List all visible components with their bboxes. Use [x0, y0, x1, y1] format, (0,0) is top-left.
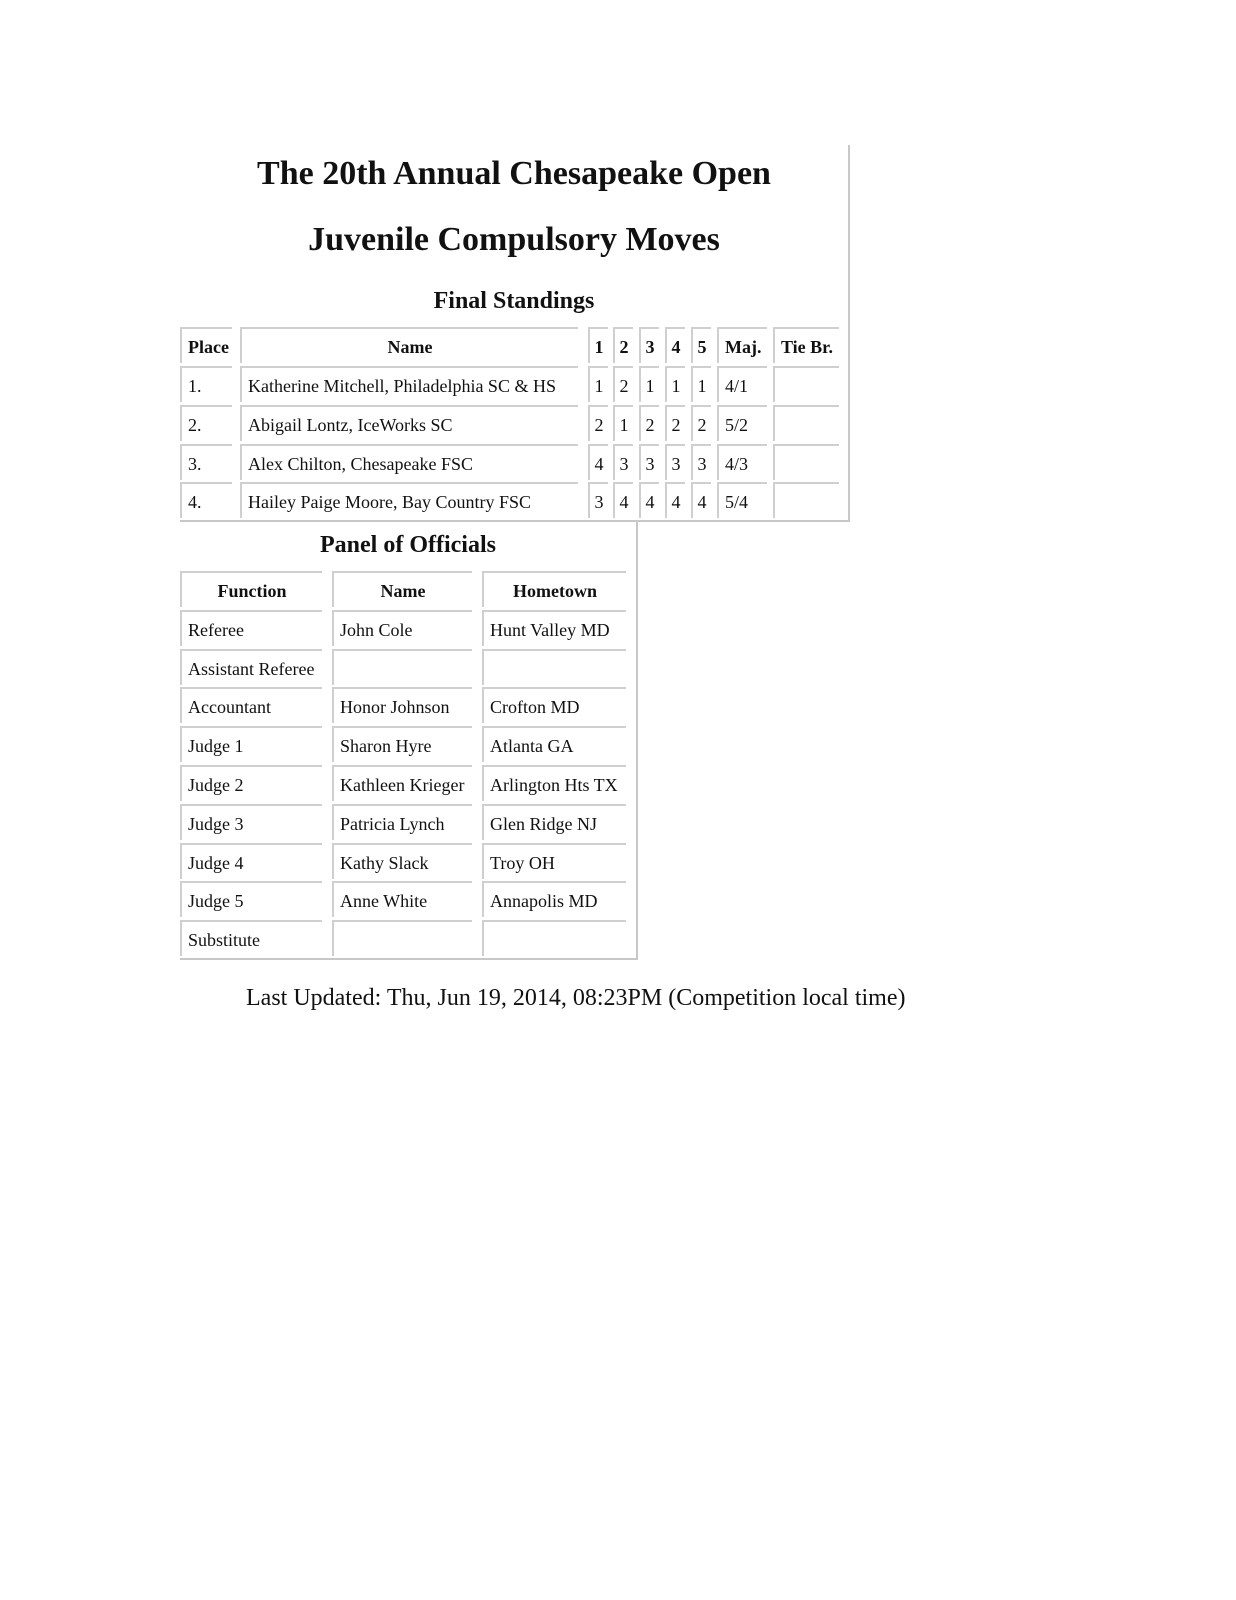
- officials-cell-hometown: Atlanta GA: [482, 726, 626, 762]
- standings-cell-j4: 1: [665, 366, 685, 402]
- standings-cell-tie: [773, 444, 839, 480]
- officials-cell-function: Judge 3: [180, 804, 322, 840]
- officials-cell-name: Kathy Slack: [332, 843, 472, 879]
- standings-cell-j3: 4: [639, 482, 659, 518]
- standings-cell-j3: 1: [639, 366, 659, 402]
- standings-cell-j1: 1: [588, 366, 608, 402]
- standings-header-j3: 3: [639, 327, 659, 363]
- standings-cell-name: Alex Chilton, Chesapeake FSC: [240, 444, 578, 480]
- standings-cell-j1: 2: [588, 405, 608, 441]
- officials-heading: Panel of Officials: [320, 532, 496, 558]
- officials-cell-name: Kathleen Krieger: [332, 765, 472, 801]
- officials-cell-function: Judge 1: [180, 726, 322, 762]
- officials-cell-function: Assistant Referee: [180, 649, 322, 685]
- officials-header-function: Function: [180, 571, 322, 607]
- officials-cell-function: Judge 5: [180, 881, 322, 917]
- officials-cell-function: Accountant: [180, 687, 322, 723]
- officials-header-hometown: Hometown: [482, 571, 626, 607]
- standings-header-place: Place: [180, 327, 232, 363]
- standings-header-j2: 2: [613, 327, 633, 363]
- standings-cell-j4: 2: [665, 405, 685, 441]
- event-subtitle: Juvenile Compulsory Moves: [308, 221, 720, 258]
- standings-cell-name: Hailey Paige Moore, Bay Country FSC: [240, 482, 578, 518]
- event-title: The 20th Annual Chesapeake Open: [257, 155, 771, 192]
- last-updated: Last Updated: Thu, Jun 19, 2014, 08:23PM (Competition local time): [246, 985, 906, 1011]
- officials-cell-hometown: Hunt Valley MD: [482, 610, 626, 646]
- standings-cell-j2: 4: [613, 482, 633, 518]
- standings-cell-j3: 2: [639, 405, 659, 441]
- standings-cell-place: 1.: [180, 366, 232, 402]
- officials-header-name: Name: [332, 571, 472, 607]
- standings-header-name: Name: [240, 327, 578, 363]
- officials-cell-name: [332, 920, 472, 956]
- officials-cell-hometown: Annapolis MD: [482, 881, 626, 917]
- standings-cell-j2: 3: [613, 444, 633, 480]
- officials-cell-name: Anne White: [332, 881, 472, 917]
- officials-cell-hometown: Glen Ridge NJ: [482, 804, 626, 840]
- standings-header-maj: Maj.: [717, 327, 767, 363]
- officials-cell-hometown: Crofton MD: [482, 687, 626, 723]
- officials-cell-hometown: [482, 649, 626, 685]
- standings-cell-tie: [773, 405, 839, 441]
- standings-cell-j5: 3: [691, 444, 711, 480]
- officials-cell-hometown: Troy OH: [482, 843, 626, 879]
- standings-cell-place: 3.: [180, 444, 232, 480]
- standings-cell-j5: 4: [691, 482, 711, 518]
- standings-header-j1: 1: [588, 327, 608, 363]
- standings-cell-name: Katherine Mitchell, Philadelphia SC & HS: [240, 366, 578, 402]
- standings-header-tie: Tie Br.: [773, 327, 839, 363]
- standings-cell-j2: 2: [613, 366, 633, 402]
- final-standings-section: [180, 145, 850, 522]
- officials-cell-name: Sharon Hyre: [332, 726, 472, 762]
- officials-cell-name: Patricia Lynch: [332, 804, 472, 840]
- officials-cell-function: Referee: [180, 610, 322, 646]
- standings-header-j5: 5: [691, 327, 711, 363]
- standings-cell-j2: 1: [613, 405, 633, 441]
- standings-cell-maj: 4/3: [717, 444, 767, 480]
- standings-heading: Final Standings: [433, 288, 595, 314]
- standings-cell-j4: 3: [665, 444, 685, 480]
- officials-cell-function: Substitute: [180, 920, 322, 956]
- standings-cell-j1: 3: [588, 482, 608, 518]
- standings-cell-j3: 3: [639, 444, 659, 480]
- officials-cell-name: [332, 649, 472, 685]
- standings-cell-tie: [773, 366, 839, 402]
- standings-cell-j4: 4: [665, 482, 685, 518]
- standings-cell-name: Abigail Lontz, IceWorks SC: [240, 405, 578, 441]
- standings-cell-place: 4.: [180, 482, 232, 518]
- standings-cell-place: 2.: [180, 405, 232, 441]
- officials-cell-function: Judge 2: [180, 765, 322, 801]
- officials-section: [180, 522, 638, 960]
- standings-cell-maj: 5/2: [717, 405, 767, 441]
- standings-cell-j1: 4: [588, 444, 608, 480]
- officials-cell-name: Honor Johnson: [332, 687, 472, 723]
- standings-cell-maj: 4/1: [717, 366, 767, 402]
- standings-cell-maj: 5/4: [717, 482, 767, 518]
- standings-cell-tie: [773, 482, 839, 518]
- officials-cell-function: Judge 4: [180, 843, 322, 879]
- officials-cell-name: John Cole: [332, 610, 472, 646]
- standings-cell-j5: 2: [691, 405, 711, 441]
- standings-header-j4: 4: [665, 327, 685, 363]
- officials-cell-hometown: Arlington Hts TX: [482, 765, 626, 801]
- standings-cell-j5: 1: [691, 366, 711, 402]
- officials-cell-hometown: [482, 920, 626, 956]
